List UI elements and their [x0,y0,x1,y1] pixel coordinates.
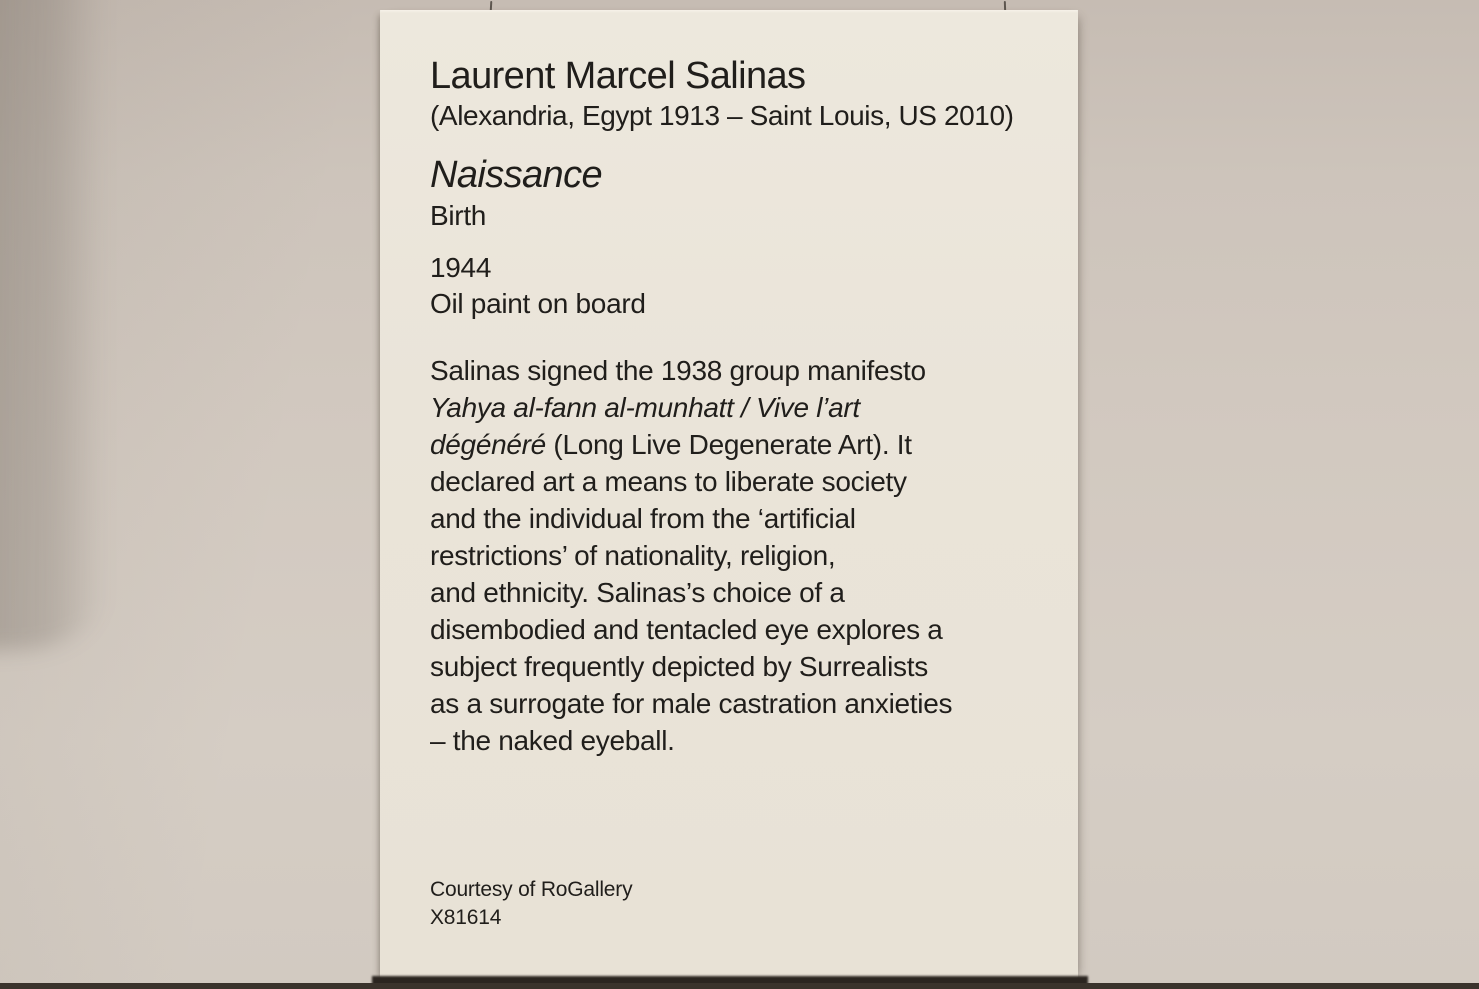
accession-number: X81614 [430,906,502,929]
description-line: – the naked eyeball. [430,725,675,756]
description-line: declared art a means to liberate society [430,466,907,497]
description-line: disembodied and tentacled eye explores a [430,614,943,645]
credit-line: Courtesy of RoGallery [430,878,633,901]
artist-life-dates: (Alexandria, Egypt 1913 – Saint Louis, US 2010) [430,100,1014,131]
description-line: Salinas signed the 1938 group manifesto [430,355,926,386]
artwork-year: 1944 [430,252,492,283]
artwork-title: Naissance [430,154,603,196]
description-line: subject frequently depicted by Surrealists [430,651,928,682]
description-line: restrictions’ of nationality, religion, [430,540,836,571]
description-line: as a surrogate for male castration anxieties [430,688,953,719]
artwork-title-translation: Birth [430,200,487,231]
label-card [380,10,1078,978]
artist-name: Laurent Marcel Salinas [430,55,806,97]
description-line: Yahya al-fann al-munhatt / Vive l’art [430,392,860,423]
credits-block [430,876,632,932]
description-line: dégénéré (Long Live Degenerate Art). It [430,429,912,460]
description-line: and ethnicity. Salinas’s choice of a [430,577,845,608]
artwork-medium: Oil paint on board [430,288,646,319]
wall-corner-shadow [0,0,105,650]
label-card-content [380,10,1078,978]
description-paragraph [430,352,1038,759]
wall-bottom-shadow [0,983,1479,989]
description-line: and the individual from the ‘artificial [430,503,856,534]
